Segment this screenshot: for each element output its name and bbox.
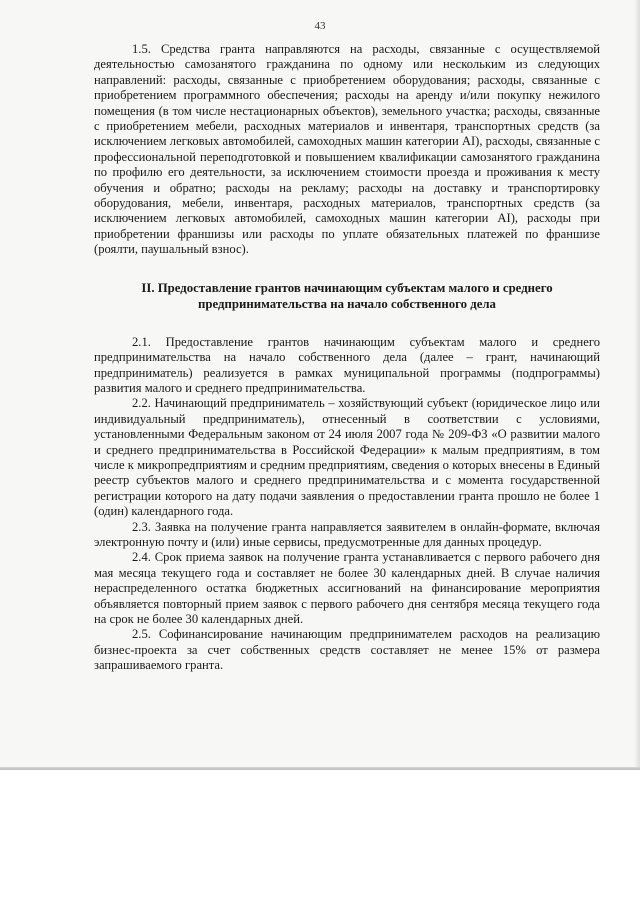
section-heading-line-1: II. Предоставление грантов начинающим субъектам малого и среднего [141,280,553,295]
paragraph-2-1: 2.1. Предоставление грантов начинающим субъектам малого и среднего предпринимательства на начало собственного дела (далее – грант, начинающий предприниматель) реализуется в рамках муниципальной программы (подпрограммы) развития малого и среднего предпринимательства. [94,334,600,395]
section-heading [94,280,600,312]
page-number: 43 [314,20,326,32]
page-edge-shadow [634,0,640,770]
paragraph-1-5: 1.5. Средства гранта направляются на расходы, связанные с осуществляемой деятельностью самозанятого гражданина по одному или нескольким из следующих направлений: расходы, связанные с приобретением оборудования; расходы, связанные с приобретением программного обеспечения; расходы на аренду и/или покупку нежилого помещения (в том числе нестационарных объектов), земельного участка; расходы, связанные с приобретением мебели, расходных материалов и инвентаря, транспортных средств (за исключением легковых автомобилей, самоходных машин категории AI), расходы, связанные с профессиональной переподготовкой и повышением квалификации самозанятого гражданина по профилю его деятельности, за исключением стоимости проезда и проживания к месту обучения и обратно; расходы на рекламу; расходы на доставку и транспортировку оборудования, мебели, инвентаря, расходных материалов, транспортных средств (за исключением легковых автомобилей, самоходных машин категории AI), расходы при приобретении франшизы или расходы по уплате обязательных платежей по франшизе (роялти, паушальный взнос). [94,42,600,257]
paragraph-2-4: 2.4. Срок приема заявок на получение гранта устанавливается с первого рабочего дня мая месяца текущего года и составляет не более 30 календарных дней. В случае наличия нераспределенного остатка бюджетных ассигнований на финансирование мероприятия объявляется повторный прием заявок с первого рабочего дня сентября месяца текущего года на срок не более 30 календарных дней. [94,550,600,626]
section-heading-line-2: предпринимательства на начало собственного дела [198,296,496,311]
blank-bottom-area [0,770,640,905]
paragraph-2-3: 2.3. Заявка на получение гранта направляется заявителем в онлайн-формате, включая электронную почту и (или) иные сервисы, предусмотренные для данных процедур. [94,519,600,549]
document-body [94,42,600,674]
paragraph-2-2: 2.2. Начинающий предприниматель – хозяйствующий субъект (юридическое лицо или индивидуальный предприниматель), отнесенный в соответствии с условиями, установленными Федеральным законом от 24 июля 2007 года № 209-ФЗ «О развитии малого и среднего предпринимательства в Российской Федерации» к малым предприятиям, в том числе к микропредприятиям и средним предприятиям, сведения о которых внесены в Единый реестр субъектов малого и среднего предпринимательства и с момента государственной регистрации которого на дату подачи заявления о предоставлении гранта прошло не более 1 (один) календарного года. [94,396,600,519]
paragraph-2-5: 2.5. Софинансирование начинающим предпринимателем расходов на реализацию бизнес-проекта за счет собственных средств составляет не менее 15% от размера запрашиваемого гранта. [94,627,600,673]
